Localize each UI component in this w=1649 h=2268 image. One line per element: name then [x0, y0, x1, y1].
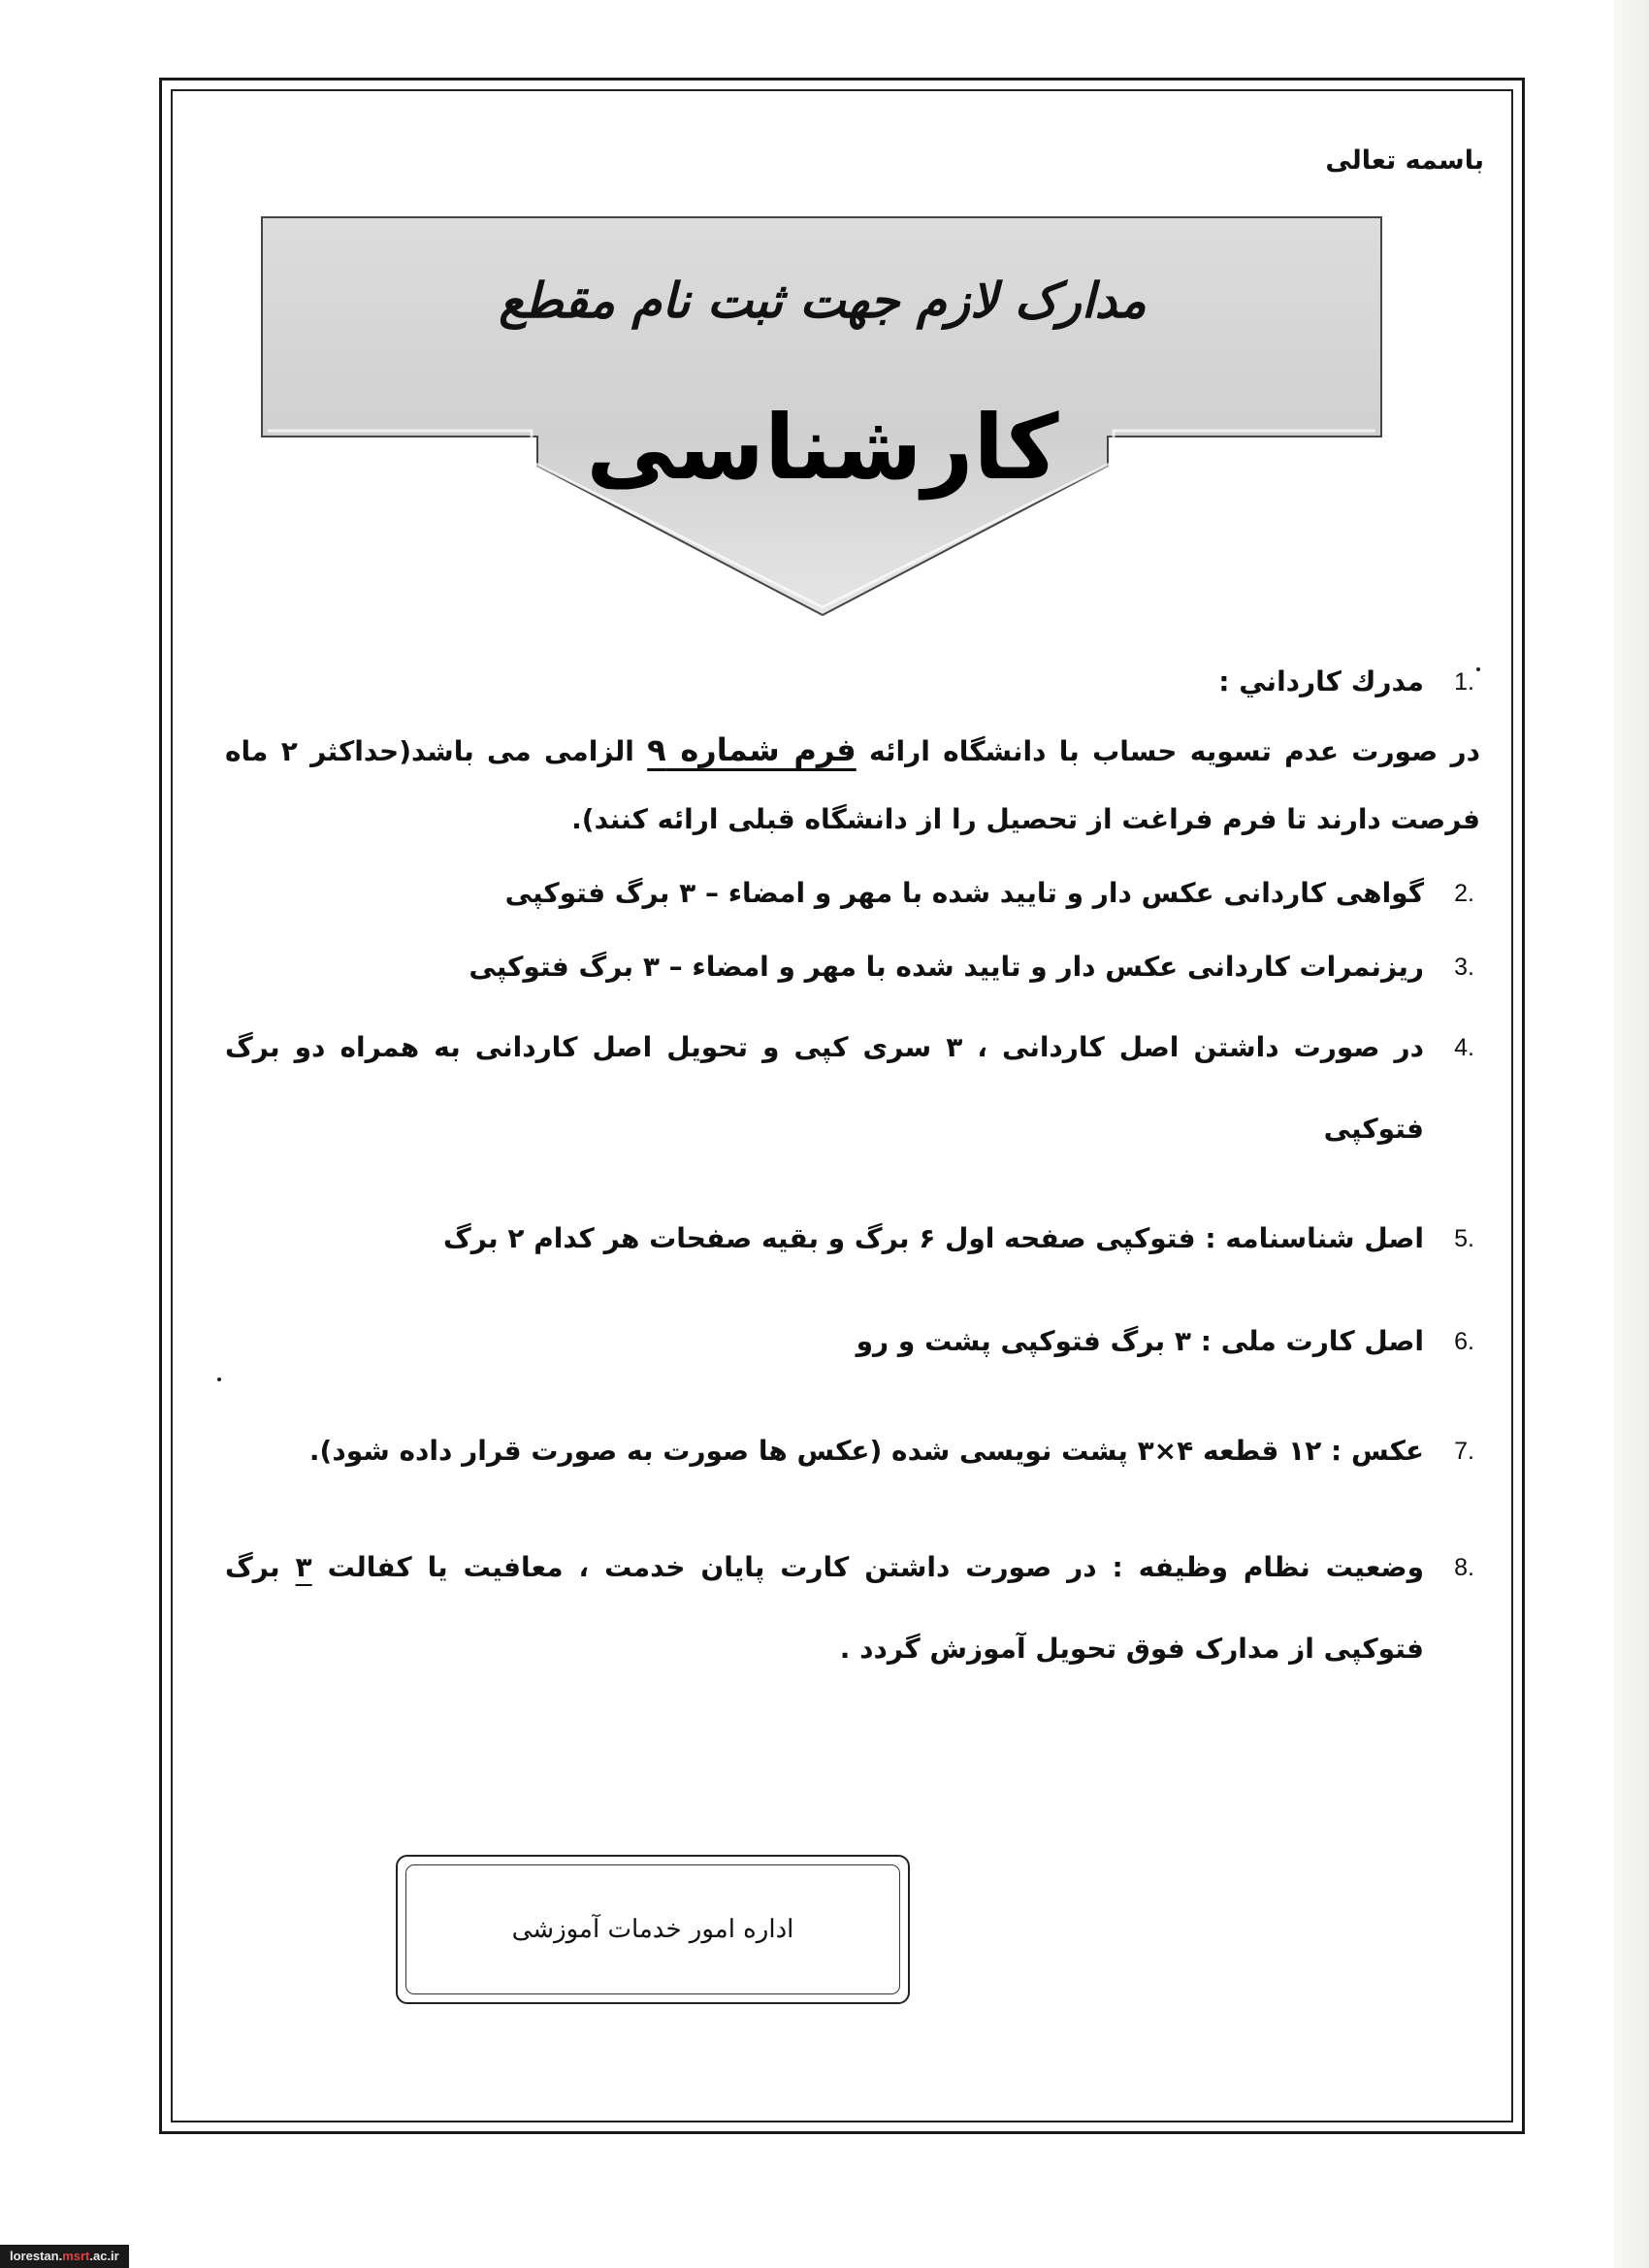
item-text: ریزنمرات کاردانی عکس دار و تایید شده با مهر و امضاء – ۳ برگ فتوکپی [469, 951, 1424, 983]
list-item [225, 1205, 1474, 1273]
note-text: در صورت عدم تسویه حساب با دانشگاه ارائه [869, 735, 1480, 767]
form-number-highlight: فرم شماره ۹ [647, 731, 857, 768]
item-number: 2. [1454, 880, 1474, 907]
item-number: 8. [1454, 1554, 1474, 1581]
item-text: گواهی کاردانی عکس دار و تایید شده با مهر و امضاء – ۳ برگ فتوکپی [504, 877, 1424, 909]
item-text: اصل شناسنامه : فتوکپی صفحه اول ۶ برگ و بقیه صفحات هر کدام ۲ برگ [443, 1222, 1424, 1254]
item-text-part: برگ فتوکپی از مدارک فوق تحویل آموزش گردد . [225, 1551, 1424, 1665]
scan-edge [1614, 0, 1649, 2268]
item-text: عکس : ۱۲ قطعه ۴×۳ پشت نویسی شده (عکس ها صورت به صورت قرار داده شود). [308, 1435, 1424, 1467]
list-item [225, 1527, 1474, 1690]
invocation-heading: باسمه تعالی [1325, 146, 1484, 176]
list-item [225, 1308, 1474, 1376]
item-text: اصل کارت ملی : ۳ برگ فتوکپی پشت و رو [856, 1325, 1424, 1357]
item-number: 1. [1454, 668, 1474, 696]
list-item [225, 933, 1474, 1001]
item-text [225, 1527, 1424, 1690]
scan-speck [1476, 667, 1480, 671]
item-number: 3. [1454, 954, 1474, 981]
item-text: مدرك كارداني : [1218, 665, 1424, 697]
item-number: 7. [1454, 1438, 1474, 1465]
count-highlight: ۳ [295, 1551, 312, 1583]
banner-subtitle: مدارک لازم جهت ثبت نام مقطع [499, 272, 1147, 329]
note-text: الزامی می باشد(حداکثر ۲ ماه فرصت دارند تا فرم فراغت از تحصیل را از دانشگاه قبلی ارائه کنند). [225, 735, 1480, 835]
banner-title: کارشناسی [586, 396, 1059, 500]
item-number: 5. [1454, 1225, 1474, 1252]
site-watermark [0, 2245, 129, 2268]
office-name: اداره امور خدمات آموزشی [405, 1864, 900, 1994]
item-text-part: وضعیت نظام وظیفه : در صورت داشتن کارت پایان خدمت ، معافیت یا کفالت [327, 1551, 1425, 1583]
list-item [225, 1410, 1474, 1492]
site-prefix: lorestan. [10, 2249, 63, 2263]
item-number: 4. [1454, 1034, 1474, 1061]
site-accent: msrt [62, 2249, 90, 2263]
item-text: در صورت داشتن اصل کاردانی ، ۳ سری کپی و تحویل اصل کاردانی به همراه دو برگ فتوکپی [225, 1031, 1425, 1145]
item-number: 6. [1454, 1328, 1474, 1355]
site-suffix: .ac.ir [89, 2249, 119, 2263]
list-item [225, 648, 1480, 854]
item-note [225, 716, 1480, 854]
office-signature-box [396, 1855, 910, 2004]
requirements-list [225, 648, 1480, 1690]
list-item [225, 859, 1474, 927]
scan-speck [217, 1377, 221, 1381]
list-item [225, 1007, 1474, 1170]
title-banner [260, 215, 1385, 619]
